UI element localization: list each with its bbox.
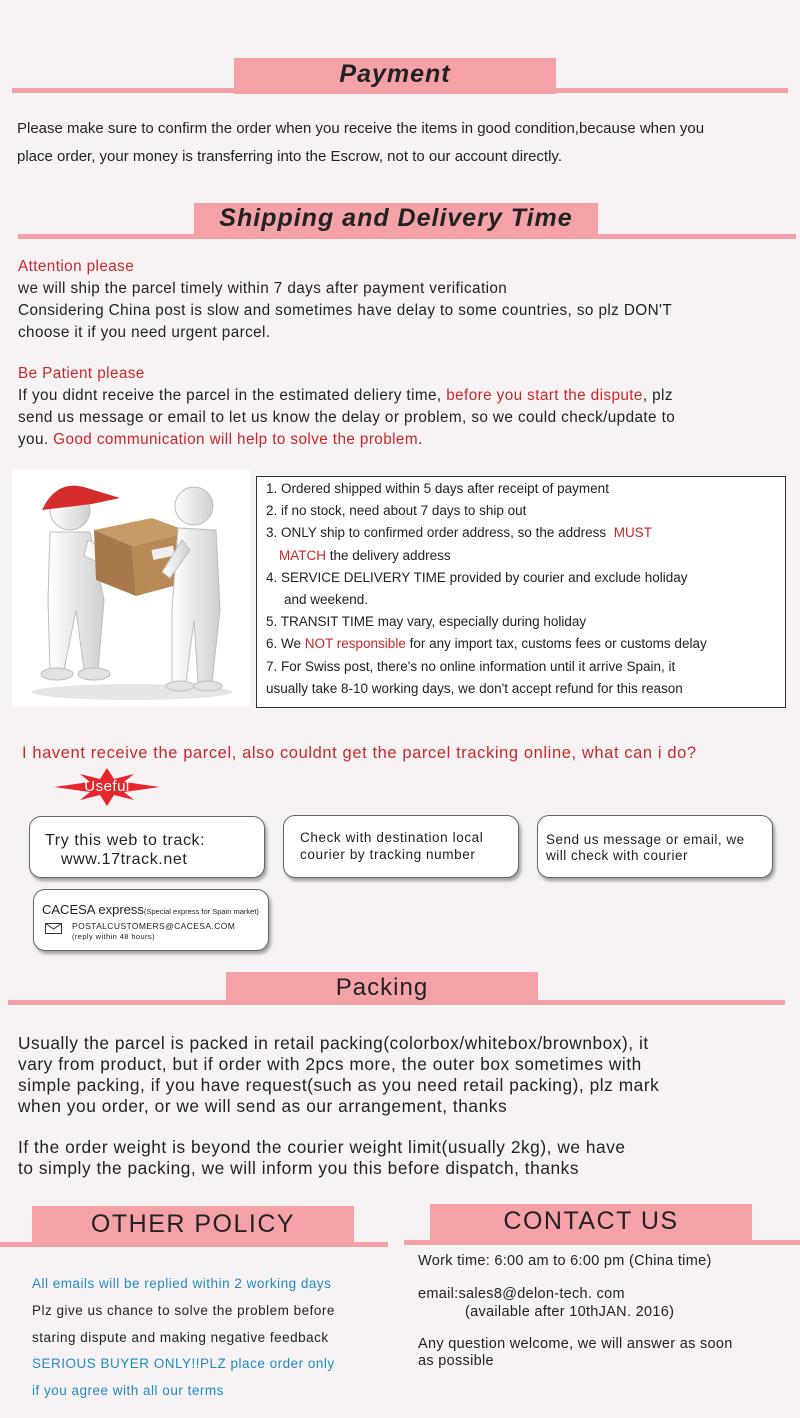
patient-line3: you. Good communication will help to solve the problem. [18, 431, 423, 448]
track-web-link[interactable]: www.17track.net [61, 851, 188, 868]
send-message-box[interactable] [537, 815, 773, 878]
term-item: and weekend. [284, 592, 369, 608]
payment-text-line1: Please make sure to confirm the order when you receive the items in good condition,because when you [17, 120, 705, 137]
cacesa-note: (Special express for Spain market) [143, 907, 259, 916]
send-message-line2: will check with courier [546, 848, 689, 863]
dispute-warning: before you start the dispute [446, 387, 643, 404]
packing-line: to simply the packing, we will inform you this before dispatch, thanks [18, 1158, 580, 1178]
local-courier-line2: courier by tracking number [300, 847, 476, 862]
attention-line: Considering China post is slow and sometimes have delay to some countries, so plz DON'T [18, 302, 673, 319]
term-item: 7. For Swiss post, there's no online information until it arrive Spain, it [266, 658, 676, 674]
useful-badge [54, 768, 160, 806]
term-item: MATCH the delivery address [279, 547, 451, 563]
contact-question: Any question welcome, we will answer as soon [418, 1336, 733, 1352]
cacesa-heading [42, 901, 259, 919]
patient-heading: Be Patient please [18, 365, 145, 382]
contact-body [418, 1251, 733, 1370]
payment-title: Payment [339, 60, 451, 88]
patient-line2: send us message or email to let us know the delay or problem, so we could check/update to [18, 409, 676, 426]
attention-line: choose it if you need urgent parcel. [18, 324, 271, 341]
packing-line: If the order weight is beyond the courier weight limit(usually 2kg), we have [18, 1137, 626, 1157]
contact-title: CONTACT US [503, 1207, 679, 1235]
contact-email[interactable]: email:sales8@delon-tech. com [418, 1286, 625, 1302]
packing-body [18, 1033, 659, 1179]
term-item: 2. if no stock, need about 7 days to ship out [266, 503, 527, 519]
attention-heading: Attention please [18, 258, 135, 275]
useful-badge-label: Useful [84, 778, 130, 795]
policy-line: All emails will be replied within 2 working days [32, 1276, 332, 1291]
term-item: 5. TRANSIT TIME may vary, especially during holiday [266, 614, 587, 630]
track-web-box[interactable] [29, 816, 265, 878]
shipping-body [18, 256, 788, 451]
cacesa-email[interactable]: POSTALCUSTOMERS@CACESA.COM [72, 921, 236, 931]
shipping-title: Shipping and Delivery Time [219, 204, 573, 232]
attention-line: we will ship the parcel timely within 7 days after payment verification [18, 280, 508, 297]
packing-line: vary from product, but if order with 2pcs more, the outer box sometimes with [18, 1054, 642, 1074]
shipping-terms-list [256, 476, 786, 708]
other-policy-body [32, 1271, 335, 1405]
payment-text-line2: place order, your money is transferring into the Escrow, not to our account directly. [17, 148, 562, 165]
local-courier-box [283, 815, 519, 878]
packing-line: simple packing, if you have request(such as you need retail packing), plz mark [18, 1075, 660, 1095]
tracking-question: I havent receive the parcel, also couldnt get the parcel tracking online, what can i do? [22, 744, 697, 762]
packing-line: when you order, or we will send as our arrangement, thanks [18, 1096, 508, 1116]
cacesa-reply: (reply within 48 hours) [72, 932, 155, 941]
cacesa-name: CACESA express [42, 902, 144, 917]
delivery-illustration [12, 470, 250, 706]
policy-line: staring dispute and making negative feedback [32, 1329, 329, 1345]
term-item: 1. Ordered shipped within 5 days after receipt of payment [266, 481, 609, 496]
track-web-line1: Try this web to track: [45, 832, 206, 849]
contact-email-note: (available after 10thJAN. 2016) [465, 1304, 675, 1320]
policy-line: SERIOUS BUYER ONLY!!PLZ place order only [32, 1356, 335, 1372]
packing-line: Usually the parcel is packed in retail packing(colorbox/whitebox/brownbox), it [18, 1033, 649, 1053]
mail-icon [45, 923, 62, 934]
packing-title: Packing [335, 974, 429, 1001]
communication-note: Good communication will help to solve the problem [53, 431, 418, 448]
send-message-line1: Send us message or email, we [546, 832, 745, 847]
work-time: Work time: 6:00 am to 6:00 pm (China time) [418, 1253, 712, 1269]
other-policy-title: OTHER POLICY [90, 1210, 296, 1238]
term-item: 4. SERVICE DELIVERY TIME provided by courier and exclude holiday [266, 569, 688, 585]
term-item: usually take 8-10 working days, we don't accept refund for this reason [266, 680, 683, 696]
patient-line1: If you didnt receive the parcel in the estimated deliery time, before you start the dispute, plz [18, 387, 673, 404]
local-courier-line1: Check with destination local [300, 830, 484, 845]
term-item: 3. ONLY ship to confirmed order address, so the address MUST [266, 525, 652, 541]
contact-question: as possible [418, 1353, 494, 1369]
policy-line: Plz give us chance to solve the problem before [32, 1302, 335, 1318]
term-item: 6. We NOT responsible for any import tax, customs fees or customs delay [266, 636, 707, 652]
policy-line: if you agree with all our terms [32, 1383, 224, 1399]
cacesa-box[interactable] [33, 889, 269, 951]
